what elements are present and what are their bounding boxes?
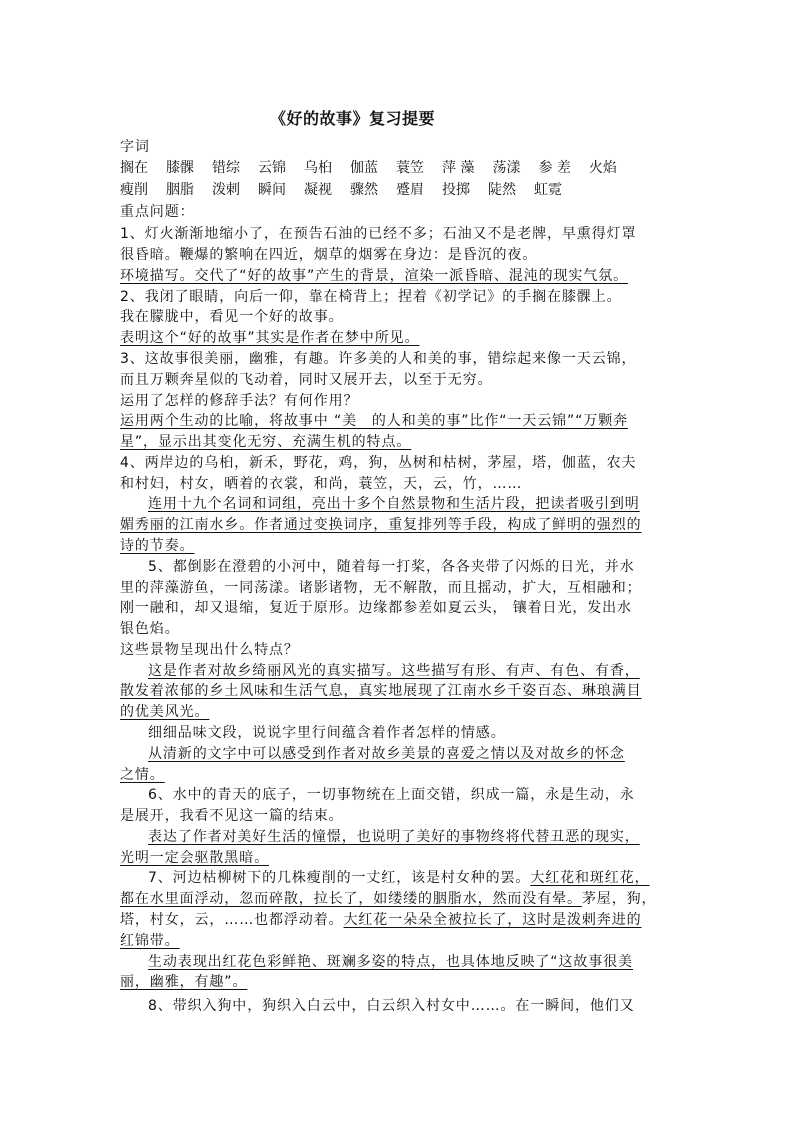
answer-line: 媚秀丽的江南水乡。作者通过变换词序，重复排列等手段，构成了鲜明的强烈的: [120, 517, 642, 533]
text-line: 而且万颗奔星似的飞动着，同时又展开去，以至于无穷。: [120, 372, 493, 388]
vocab-word: 骤然: [350, 182, 378, 198]
vocab-word: 伽蓝: [350, 160, 378, 176]
vocab-row-2: [120, 180, 580, 200]
vocab-word: 凝视: [304, 182, 332, 198]
answer-line: 连用十九个名词和词组，亮出十多个自然景物和生活片段，把读者吸引到明: [148, 496, 640, 512]
text-line: 和村妇，村女，晒着的衣裳，和尚，蓑笠，天，云，竹，……: [120, 476, 523, 492]
text-line: [148, 868, 650, 888]
vocab-word: 蓑笠: [396, 160, 424, 176]
text-line: 银色焰。: [120, 621, 180, 637]
vocab-word: 膝髁: [166, 160, 194, 176]
text-line: 2、我闭了眼睛，向后一仰，靠在椅背上；捏着《初学记》的手搁在膝髁上。: [120, 289, 622, 305]
answer-line: 丽，幽雅，有趣”。: [120, 974, 248, 990]
answer-line: 从清新的文字中可以感受到作者对故乡美景的喜爱之情以及对故乡的怀念: [148, 746, 625, 762]
vocab-word: 火焰: [588, 160, 617, 176]
vocab-word: 泼剌: [212, 182, 240, 198]
text-line: 6、水中的青天的底子，一切事物统在上面交错，织成一篇，永是生动，永: [148, 787, 635, 803]
page-title: 《好的故事》复习提要: [270, 109, 436, 128]
vocab-word: 瘦削: [120, 182, 148, 198]
text-line: [120, 910, 642, 930]
vocab-word: 虹霓: [534, 182, 562, 198]
vocab-word: 投掷: [442, 182, 470, 198]
answer-line: 之情。: [120, 767, 165, 783]
text-line: 4、两岸边的乌桕，新禾，野花，鸡，狗，丛树和枯树，茅屋，塔，伽蓝，农夫: [120, 455, 637, 471]
answer-line: 表明这个“好的故事”其实是作者在梦中所见。: [120, 330, 420, 346]
vocab-row-1: [120, 158, 635, 178]
underlined-segment: 大红花和斑红花，: [530, 870, 650, 886]
text-segment: 塔，村女，云，……也都浮动着。: [120, 912, 344, 928]
vocab-word: 萍 藻: [442, 160, 475, 176]
vocab-word: 云锦: [258, 160, 286, 176]
key-questions-heading: 重点问题：: [120, 204, 195, 220]
answer-line: 星”，显示出其变化无穷、充满生机的特点。: [120, 434, 412, 450]
answer-line: 散发着浓郁的乡土风味和生活气息，真实地展现了江南水乡千姿百态、琳琅满目: [120, 683, 642, 699]
vocab-heading: 字词: [120, 139, 150, 155]
answer-line: 的优美风光。: [120, 704, 210, 720]
answer-line: 红锦带。: [120, 933, 180, 949]
text-line: 5、都倒影在澄碧的小河中，随着每一打桨，各各夹带了闪烁的日光，并水: [148, 559, 635, 575]
vocab-word: 瞬间: [258, 182, 286, 198]
answer-line: 诗的节奏。: [120, 538, 195, 554]
vocab-word: 错综: [212, 160, 240, 176]
vocab-word: 参 差: [538, 160, 571, 176]
answer-line: 表达了作者对美好生活的憧憬，也说明了美好的事物终将代替丑恶的现实，: [148, 829, 640, 845]
text-segment: 7、河边枯柳树下的几株瘦削的一丈红，该是村女种的罢。: [148, 870, 531, 886]
text-line: 我在朦胧中，看见一个好的故事。: [120, 309, 344, 325]
question-line: 细细品味文段，说说字里行间蕴含着作者怎样的情感。: [148, 725, 506, 741]
underlined-segment: 大红花一朵朵全被拉长了，这时是泼剌奔进的: [343, 912, 642, 928]
text-line: 3、这故事很美丽，幽雅，有趣。许多美的人和美的事，错综起来像一天云锦，: [120, 351, 637, 367]
answer-line: 运用两个生动的比喻，将故事中 “美 的人和美的事”比作“一天云锦”“万颗奔: [120, 413, 629, 429]
answer-line: 这是作者对故乡绮丽风光的真实描写。这些描写有形、有声、有色、有香，: [148, 663, 640, 679]
text-segment: 茅屋，狗，: [581, 891, 657, 907]
question-line: 这些景物呈现出什么特点？: [120, 642, 299, 658]
question-line: 运用了怎样的修辞手法？有何作用？: [120, 393, 359, 409]
answer-line: 生动表现出红花色彩鲜艳、斑斓多姿的特点，也具体地反映了“这故事很美: [148, 954, 633, 970]
vocab-word: 蹙眉: [396, 182, 424, 198]
vocab-word: 荡漾: [492, 160, 521, 176]
answer-line: 环境描写。交代了“好的故事”产生的背景，渲染一派昏暗、混沌的现实气氛。: [120, 268, 629, 284]
underlined-segment: 都在水里面浮动，忽而碎散，拉长了，如缕缕的胭脂水，然而没有晕。: [120, 891, 582, 907]
text-line: 刚一融和，却又退缩，复近于原形。边缘都参差如夏云头， 镶着日光，发出水: [120, 600, 632, 616]
text-line: 是展开，我看不见这一篇的结束。: [120, 808, 344, 824]
text-line: 里的萍藻游鱼，一同荡漾。诸影诸物，无不解散，而且摇动，扩大，互相融和；: [120, 580, 642, 596]
text-line: [120, 889, 656, 909]
vocab-word: 乌桕: [304, 160, 332, 176]
vocab-word: 陡然: [488, 182, 516, 198]
vocab-word: 胭脂: [166, 182, 194, 198]
answer-line: 光明一定会驱散黑暗。: [120, 850, 269, 866]
text-line: 8、带织入狗中，狗织入白云中，白云织入村女中……。在一瞬间，他们又: [148, 998, 635, 1014]
text-line: 1、灯火渐渐地缩小了，在预告石油的已经不多；石油又不是老牌，早熏得灯罩: [120, 226, 637, 242]
vocab-word: 搁在: [120, 160, 148, 176]
text-line: 很昏暗。鞭爆的繁响在四近，烟草的烟雾在身边：是昏沉的夜。: [120, 247, 538, 263]
